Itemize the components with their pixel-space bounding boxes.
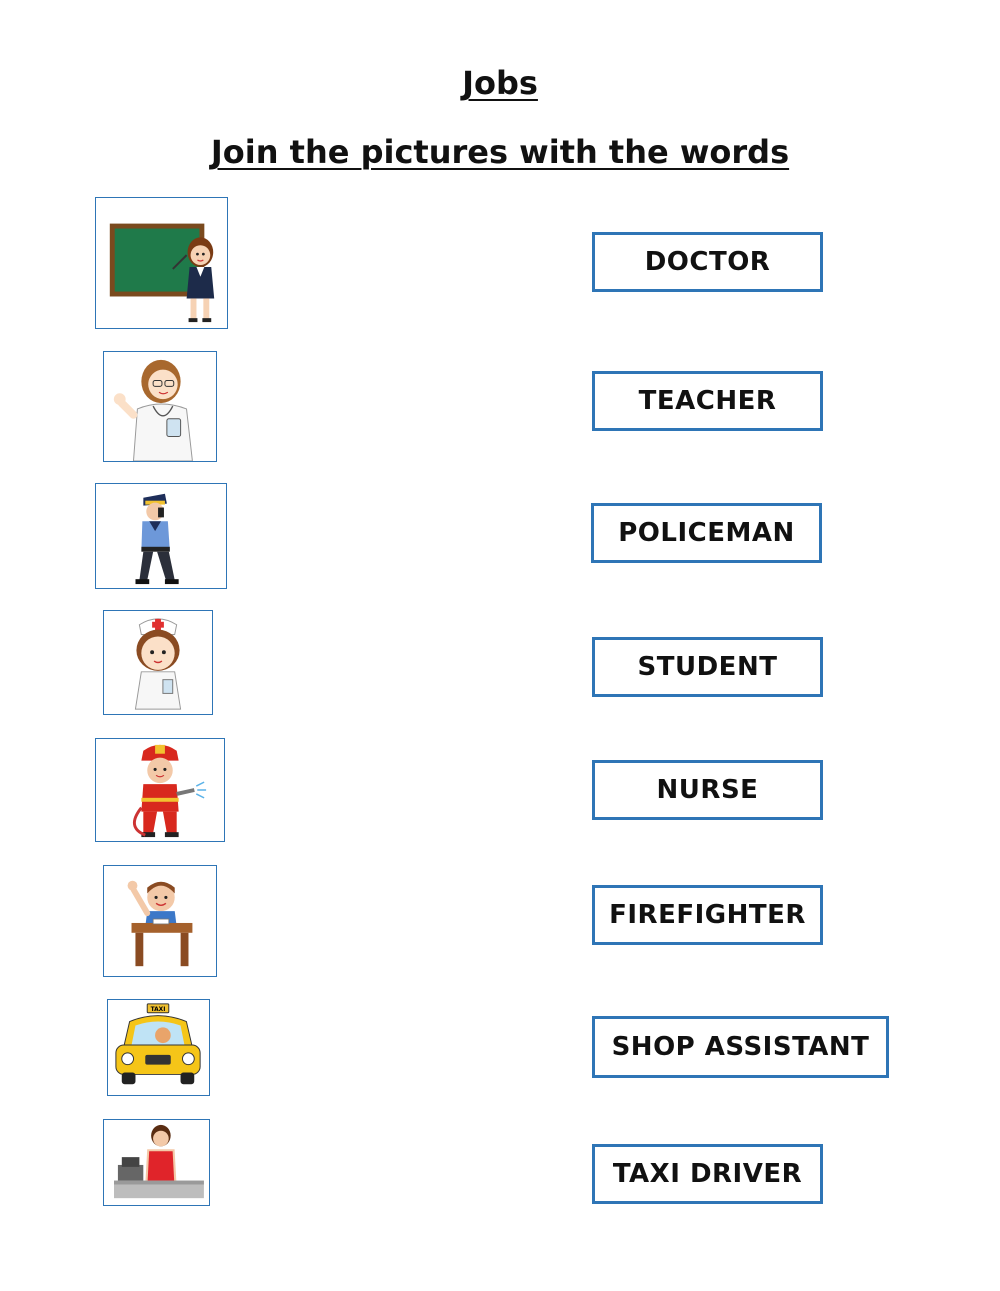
shop-assistant-icon [104, 1120, 209, 1205]
taxi-driver-picture[interactable] [107, 999, 210, 1096]
instruction-heading: Join the pictures with the words [210, 133, 790, 171]
policeman-picture[interactable] [95, 483, 227, 589]
student-picture[interactable] [103, 865, 217, 977]
word-firefighter[interactable]: FIREFIGHTER [592, 885, 823, 945]
doctor-icon [104, 352, 216, 461]
teacher-icon [96, 198, 227, 328]
page-title: Jobs [462, 64, 538, 102]
word-shop-assistant[interactable]: SHOP ASSISTANT [592, 1016, 889, 1078]
shop-assistant-picture[interactable] [103, 1119, 210, 1206]
doctor-picture[interactable] [103, 351, 217, 462]
student-icon [104, 866, 216, 976]
taxi-sign-text: TAXI [150, 1006, 166, 1013]
firefighter-icon [96, 739, 224, 841]
word-teacher[interactable]: TEACHER [592, 371, 823, 431]
word-student[interactable]: STUDENT [592, 637, 823, 697]
taxi-icon [108, 1000, 209, 1095]
teacher-picture[interactable] [95, 197, 228, 329]
nurse-picture[interactable] [103, 610, 213, 715]
word-taxi-driver[interactable]: TAXI DRIVER [592, 1144, 823, 1204]
nurse-icon [104, 611, 212, 714]
firefighter-picture[interactable] [95, 738, 225, 842]
word-policeman[interactable]: POLICEMAN [591, 503, 822, 563]
word-doctor[interactable]: DOCTOR [592, 232, 823, 292]
word-nurse[interactable]: NURSE [592, 760, 823, 820]
policeman-icon [96, 484, 226, 588]
